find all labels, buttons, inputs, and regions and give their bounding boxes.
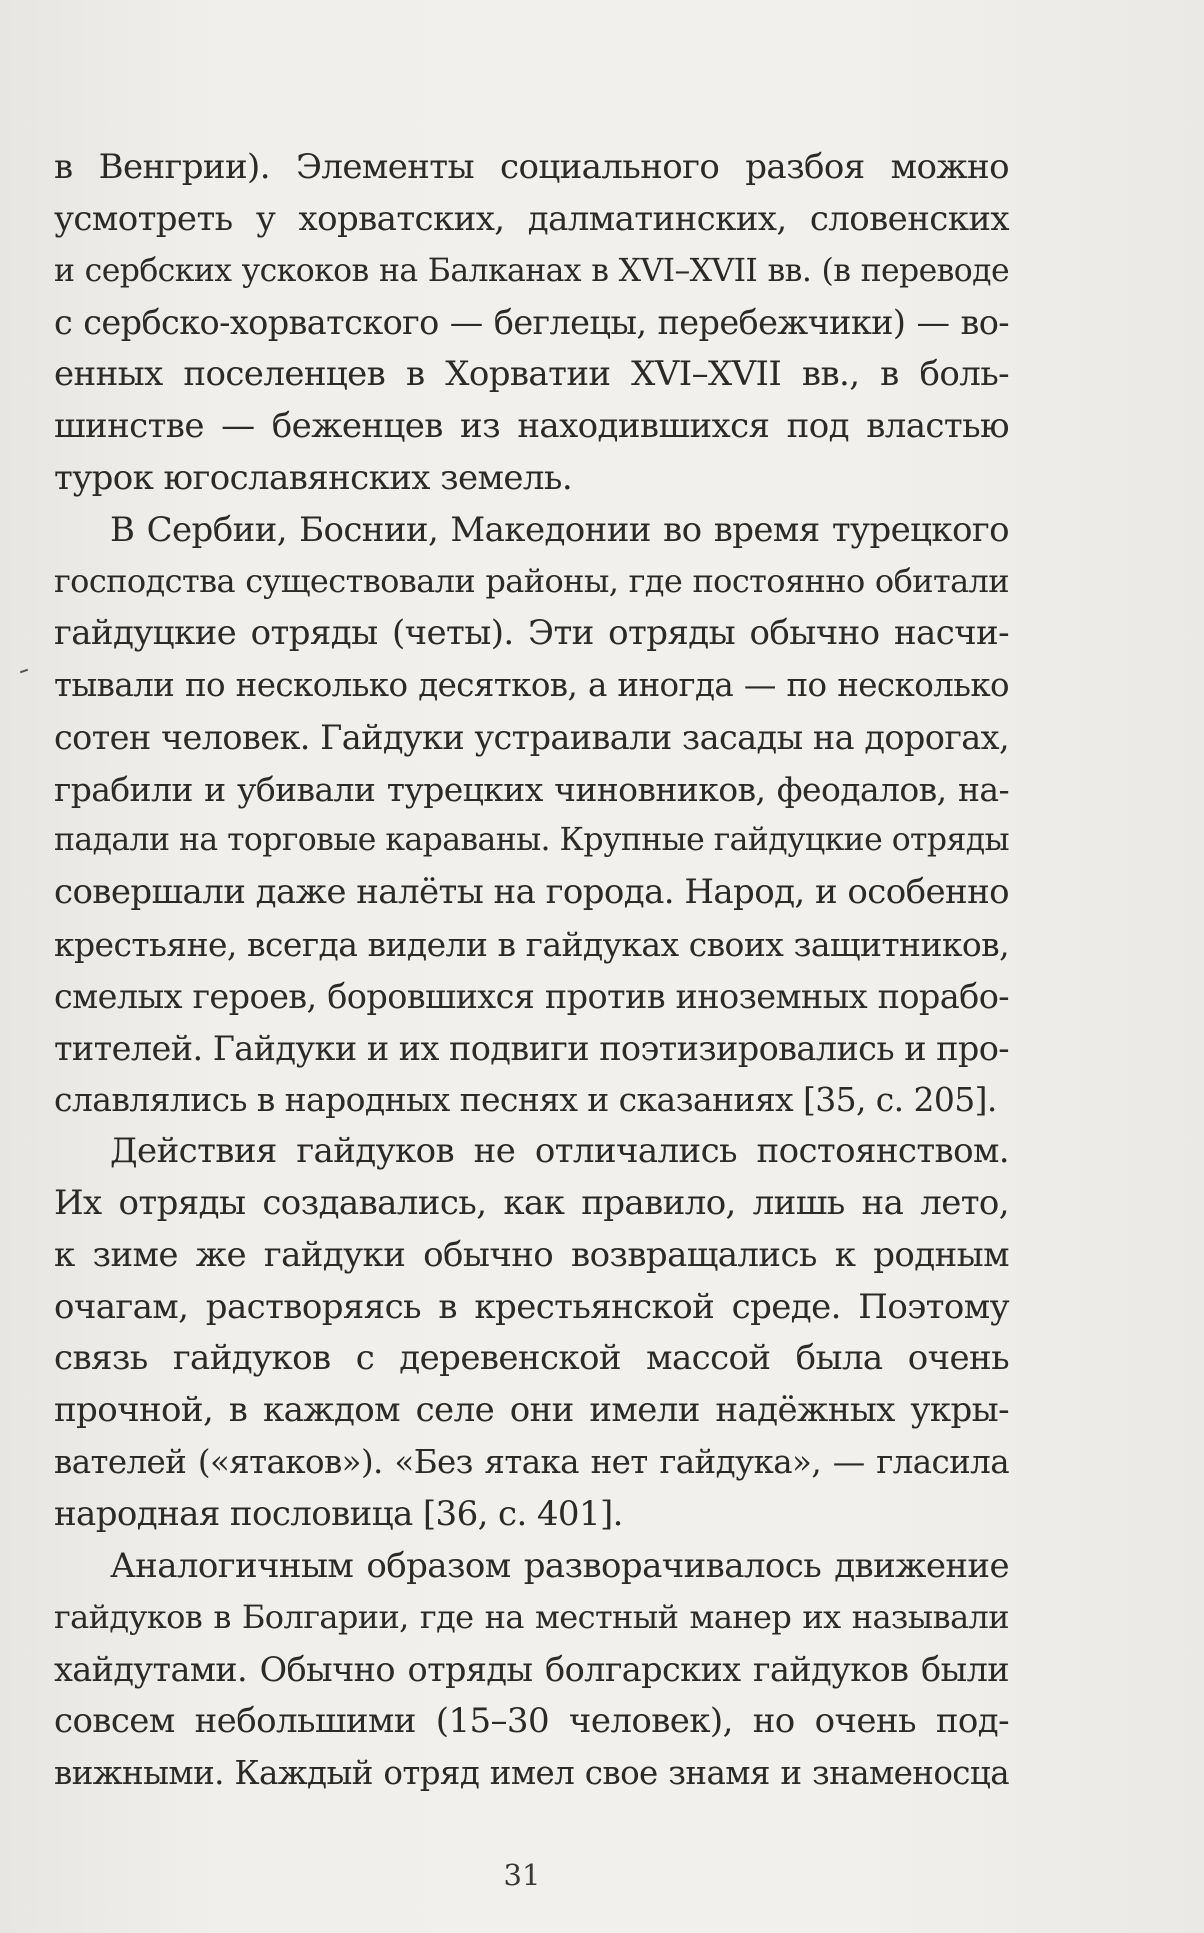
text-line: прочной, в каждом селе они имели надёжных укры- (54, 1390, 1009, 1431)
text-line: славлялись в народных песнях и сказаниях [35, с. 205]. (54, 1080, 997, 1120)
text-line: Действия гайдуков не отличались постоянством. (110, 1131, 1009, 1172)
text-line: совершали даже налёты на города. Народ, и особенно (54, 872, 1009, 913)
text-line: турок югославянских земель. (54, 457, 573, 498)
text-line: крестьяне, всегда видели в гайдуках своих защитников, (54, 924, 1009, 964)
text-line: енных поселенцев в Хорватии XVI–XVII вв., в боль- (54, 354, 1009, 395)
text-line: вижными. Каждый отряд имел свое знамя и знаменосца (54, 1753, 1009, 1792)
text-line: очагам, растворяясь в крестьянской среде. Поэтому (54, 1286, 1009, 1327)
text-line: грабили и убивали турецких чиновников, феодалов, на- (54, 769, 1009, 809)
text-line: шинстве — беженцев из находившихся под властью (54, 405, 1009, 446)
text-line: Их отряды создавались, как правило, лишь на лето, (54, 1182, 1009, 1223)
text-line: совсем небольшими (15–30 человек), но очень под- (54, 1700, 1009, 1741)
text-line: В Сербии, Боснии, Македонии во время турецкого (110, 509, 1009, 550)
text-line: с сербско-хорватского — беглецы, перебежчики) — во- (54, 303, 1009, 343)
text-line: тывали по несколько десятков, а иногда — по несколько (54, 665, 1009, 704)
text-line: гайдуков в Болгарии, где на местный манер их называли (54, 1598, 1009, 1637)
text-line: господства существовали районы, где постоянно обитали (54, 562, 1009, 601)
text-line: гайдуцкие отряды (четы). Эти отряды обычно насчи- (54, 613, 1009, 654)
text-line: тителей. Гайдуки и их подвиги поэтизировались и про- (54, 1028, 1009, 1068)
margin-mark (20, 669, 28, 674)
text-line: сотен человек. Гайдуки устраивали засады на дорогах, (54, 717, 1009, 757)
text-line: и сербских ускоков на Балканах в XVI–XVII вв. (в переводе (54, 252, 1009, 289)
text-line: падали на торговые караваны. Крупные гайдуцкие отряды (54, 822, 1009, 859)
text-line: к зиме же гайдуки обычно возвращались к родным (54, 1234, 1009, 1275)
text-line: вателей («ятаков»). «Без ятака нет гайдука», — гласила (54, 1442, 1009, 1481)
text-line: хайдутами. Обычно отряды болгарских гайдуков были (54, 1650, 1009, 1690)
text-line: народная пословица [36, с. 401]. (54, 1493, 623, 1534)
text-line: смелых героев, боровшихся против иноземных порабо- (54, 976, 1009, 1016)
text-line: усмотреть у хорватских, далматинских, словенских (54, 198, 1009, 239)
text-line: связь гайдуков с деревенской массой была очень (54, 1338, 1009, 1379)
page-number: 31 (503, 1858, 541, 1892)
text-line: Аналогичным образом разворачивалось движение (110, 1545, 1009, 1586)
body-text (54, 142, 1009, 1800)
text-line: в Венгрии). Элементы социального разбоя можно (54, 147, 1009, 187)
